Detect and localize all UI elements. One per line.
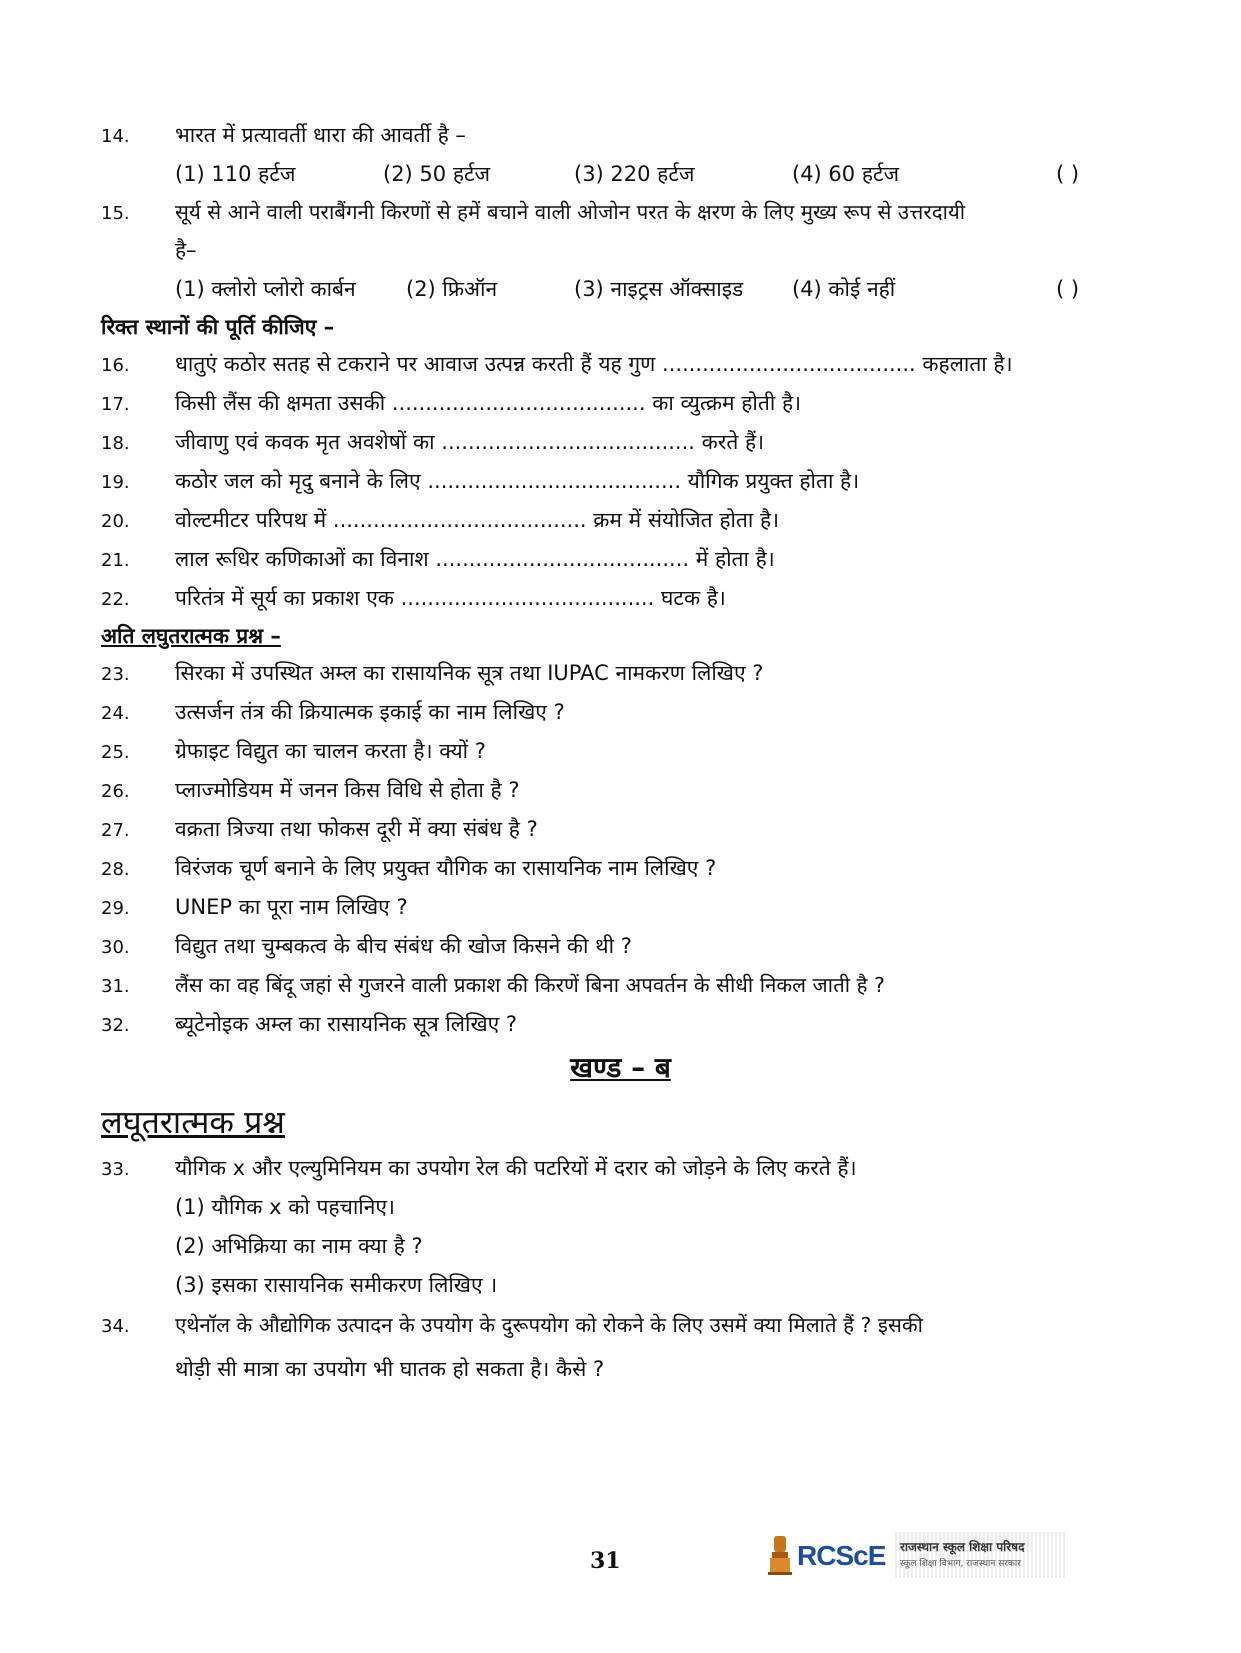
page-number: 31 (590, 1548, 621, 1574)
question-text: ग्रेफाइट विद्युत का चालन करता है। क्यों ? (175, 739, 486, 763)
question-text: परितंत्र में सूर्य का प्रकाश एक ...................................... घटक है। (175, 586, 726, 610)
question-number: 31. (101, 976, 130, 997)
question-number: 23. (101, 664, 130, 685)
option-3: (3) नाइट्रस ऑक्साइड (574, 277, 744, 301)
answer-bracket: ( ) (1056, 162, 1080, 186)
question-number: 16. (101, 355, 130, 376)
question-text: कठोर जल को मृदु बनाने के लिए ...................................... यौगिक प्रयुक्त होता है। (175, 469, 860, 493)
question-number: 26. (101, 781, 130, 802)
question-number: 28. (101, 859, 130, 880)
question-number: 19. (101, 472, 130, 493)
section-heading: रिक्त स्थानों की पूर्ति कीजिए – (101, 315, 335, 339)
question-text: यौगिक x और एल्युमिनियम का उपयोग रेल की पटरियों में दरार को जोड़ने के लिए करते हैं। (175, 1156, 857, 1180)
question-number: 17. (101, 394, 130, 415)
question-text-cont: है– (175, 238, 197, 262)
question-number: 33. (101, 1159, 130, 1180)
question-text: ब्यूटेनोइक अम्ल का रासायनिक सूत्र लिखिए ? (175, 1012, 518, 1036)
question-text: प्लाज्मोडियम में जनन किस विधि से होता है ? (175, 778, 520, 802)
option-2: (2) फ्रिऑन (406, 277, 498, 301)
question-number: 20. (101, 511, 130, 532)
option-1: (1) 110 हर्टज (175, 162, 296, 186)
option-3: (3) 220 हर्टज (574, 162, 695, 186)
question-number: 25. (101, 742, 130, 763)
question-text: एथेनॉल के औद्योगिक उत्पादन के उपयोग के दुरूपयोग को रोकने के लिए उसमें क्या मिलाते हैं ? इसकी (175, 1313, 923, 1337)
question-number: 24. (101, 703, 130, 724)
question-text: लाल रूधिर कणिकाओं का विनाश ...................................... में होता है। (175, 547, 775, 571)
question-number: 27. (101, 820, 130, 841)
question-text: भारत में प्रत्यावर्ती धारा की आवर्ती है – (175, 123, 466, 147)
ashoka-emblem-icon (765, 1532, 795, 1582)
option-4: (4) 60 हर्टज (792, 162, 900, 186)
question-number: 29. (101, 898, 130, 919)
question-text: लैंस का वह बिंदू जहां से गुजरने वाली प्रकाश की किरणें बिना अपवर्तन के सीधी निकल जाती है ? (175, 973, 885, 997)
sub-question: (2) अभिक्रिया का नाम क्या है ? (175, 1234, 423, 1258)
question-number: 30. (101, 937, 130, 958)
question-text: वक्रता त्रिज्या तथा फोकस दूरी में क्या संबंध है ? (175, 817, 538, 841)
logo-line-2: स्कूल शिक्षा विभाग, राजस्थान सरकार (900, 1559, 1021, 1569)
question-number: 22. (101, 589, 130, 610)
question-text: विद्युत तथा चुम्बकत्व के बीच संबंध की खोज किसने की थी ? (175, 934, 632, 958)
question-number: 34. (101, 1316, 130, 1337)
question-text: सिरका में उपस्थित अम्ल का रासायनिक सूत्र तथा IUPAC नामकरण लिखिए ? (175, 661, 764, 685)
option-2: (2) 50 हर्टज (383, 162, 491, 186)
question-text: उत्सर्जन तंत्र की क्रियात्मक इकाई का नाम लिखिए ? (175, 700, 565, 724)
question-number: 18. (101, 433, 130, 454)
option-4: (4) कोई नहीं (792, 277, 896, 301)
rcsce-logo (765, 1532, 1065, 1582)
sub-question: (3) इसका रासायनिक समीकरण लिखिए । (175, 1273, 498, 1297)
question-text: धातुएं कठोर सतह से टकराने पर आवाज उत्पन्न करती हैं यह गुण ...................................... कहलाता है। (175, 352, 1013, 376)
section-heading: अति लघुतरात्मक प्रश्न – (101, 624, 281, 648)
logo-line-1: राजस्थान स्कूल शिक्षा परिषद (900, 1540, 1025, 1554)
question-text-cont: थोड़ी सी मात्रा का उपयोग भी घातक हो सकता है। कैसे ? (175, 1357, 605, 1381)
brand-name: RCScE (797, 1540, 886, 1571)
question-number: 32. (101, 1015, 130, 1036)
section-title: खण्ड – ब (570, 1051, 671, 1084)
question-text: UNEP का पूरा नाम लिखिए ? (175, 895, 408, 919)
sub-question: (1) यौगिक x को पहचानिए। (175, 1195, 395, 1219)
option-1: (1) क्लोरो प्लोरो कार्बन (175, 277, 356, 301)
question-number: 21. (101, 550, 130, 571)
section-heading: लघूतरात्मक प्रश्न (101, 1103, 285, 1141)
question-number: 14. (101, 126, 130, 147)
question-text: किसी लैंस की क्षमता उसकी ...................................... का व्युत्क्रम होती है। (175, 391, 802, 415)
question-text: सूर्य से आने वाली पराबैंगनी किरणों से हमें बचाने वाली ओजोन परत के क्षरण के लिए मुख्य रूप से उत्तरदायी (175, 200, 966, 224)
question-text: विरंजक चूर्ण बनाने के लिए प्रयुक्त यौगिक का रासायनिक नाम लिखिए ? (175, 856, 717, 880)
answer-bracket: ( ) (1056, 277, 1080, 301)
question-text: जीवाणु एवं कवक मृत अवशेषों का ...................................... करते हैं। (175, 430, 765, 454)
question-text: वोल्टमीटर परिपथ में ...................................... क्रम में संयोजित होता है। (175, 508, 780, 532)
question-number: 15. (101, 203, 130, 224)
